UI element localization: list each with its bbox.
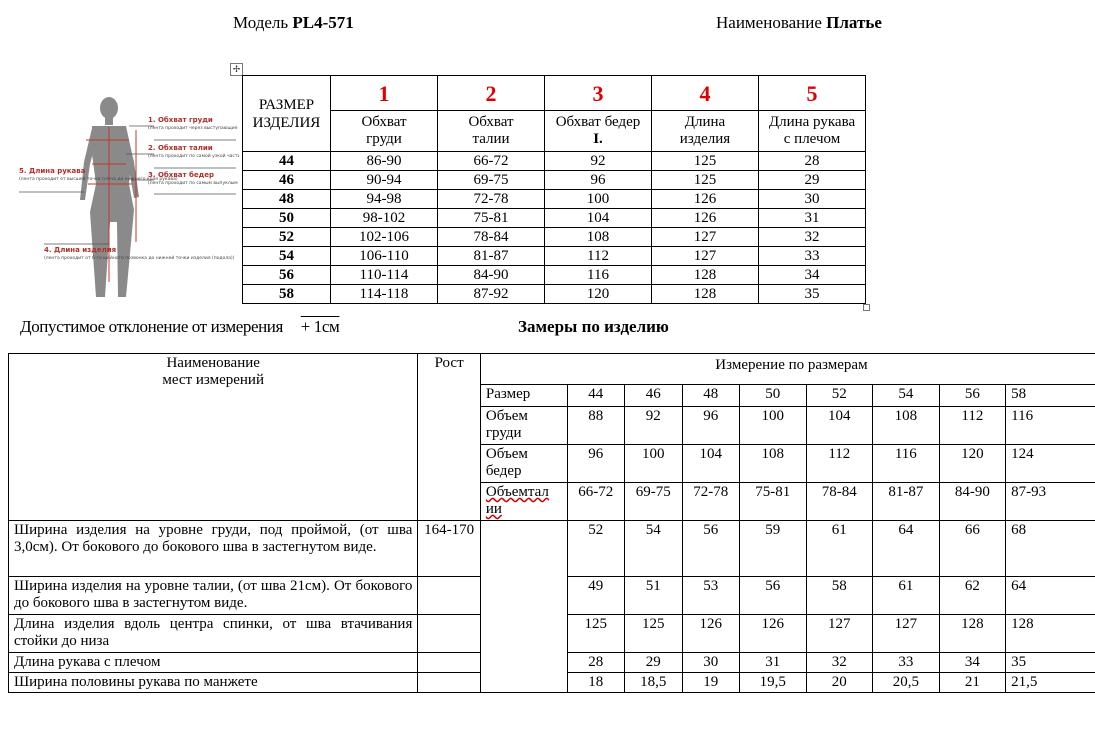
table-row: 48 94-98 72-78 100 126 30 <box>243 190 866 209</box>
svg-text:4. Длина изделия: 4. Длина изделия <box>44 246 117 254</box>
table-row: 58 114-118 87-92 120 128 35 <box>243 285 866 304</box>
height-header: Рост <box>418 354 481 521</box>
table-row: Длина изделия вдоль центра спинки, от шва втачивания стойки до низа 125 125 126 126 127 127 128 128 <box>9 615 1095 653</box>
table-row: 52 102-106 78-84 108 127 32 <box>243 228 866 247</box>
svg-text:3. Обхват бедер: 3. Обхват бедер <box>148 171 215 179</box>
column-number: 2 <box>438 76 545 111</box>
measurement-name-header: Наименование мест измерений <box>9 354 418 521</box>
svg-text:(лента проходит по самой узкой: (лента проходит по самой узкой части <box>148 154 239 159</box>
column-header: Обхват бедер I. <box>545 111 652 152</box>
table-row: 46 90-94 69-75 96 125 29 <box>243 171 866 190</box>
table-row: Объем груди 88 92 96 100 104 108 112 116 <box>9 407 1095 445</box>
body-measurement-figure <box>14 92 239 302</box>
column-header: Обхват талии <box>438 111 545 152</box>
svg-text:2. Обхват талии: 2. Обхват талии <box>148 144 213 152</box>
column-number: 3 <box>545 76 652 111</box>
table-row: Ширина изделия на уровне талии, (от шва 21см). От бокового до бокового шва в застегнутом виде. 49 51 53 56 58 61 62 64 <box>9 577 1095 615</box>
size-corner-header: РАЗМЕР ИЗДЕЛИЯ <box>243 76 331 152</box>
tolerance-value: + 1см <box>300 317 340 336</box>
tolerance-note: Допустимое отклонение от измерения + 1см <box>20 317 340 336</box>
section-subtitle: Замеры по изделию <box>518 317 669 336</box>
model-code: PL4-571 <box>292 13 354 32</box>
svg-text:(лента проходит по самым выпук: (лента проходит по самым выпуклым <box>148 181 238 186</box>
table-row: 50 98-102 75-81 104 126 31 <box>243 209 866 228</box>
column-header: Длина рукава с плечом <box>759 111 866 152</box>
table-row: 56 110-114 84-90 116 128 34 <box>243 266 866 285</box>
silhouette-illustration <box>14 92 239 302</box>
sizes-header: Измерение по размерам <box>480 354 1095 385</box>
table-row: 44 86-90 66-72 92 125 28 <box>243 152 866 171</box>
column-number: 4 <box>652 76 759 111</box>
svg-text:5. Длина рукава: 5. Длина рукава <box>19 167 86 175</box>
model-heading: Модель PL4-571 <box>233 13 354 32</box>
svg-text:(лента проходит от 6-го шейног: (лента проходит от 6-го шейного позвонка до нижней точки изделия (подола)) <box>44 256 235 261</box>
column-header: Обхват груди <box>331 111 438 152</box>
move-cross-icon[interactable]: ✢ <box>230 63 243 76</box>
resize-handle-icon[interactable] <box>863 304 870 311</box>
size-chart-table <box>242 75 866 304</box>
product-name-heading: Наименование Платье <box>716 13 882 32</box>
table-row: Ширина изделия на уровне груди, под проймой, (от шва 3,0см). От бокового до бокового шва в застегнутом виде. 164-170 52 54 56 59 61 64 66 68 <box>9 521 1095 577</box>
svg-text:(лента проходит от высшей точк: (лента проходит от высшей точки плеча до нижнего края рукава) <box>19 177 178 182</box>
table-row: Объемтал ии 66-72 69-75 72-78 75-81 78-84 81-87 84-90 87-93 <box>9 483 1095 521</box>
table-row: 54 106-110 81-87 112 127 33 <box>243 247 866 266</box>
height-value: 164-170 <box>418 521 481 577</box>
measurements-table <box>8 353 1095 693</box>
column-number: 1 <box>331 76 438 111</box>
svg-text:(лента проходит через выступаю: (лента проходит через выступающие <box>148 126 238 131</box>
svg-text:1. Обхват груди: 1. Обхват груди <box>148 116 213 124</box>
table-row: Размер 44 46 48 50 52 54 56 58 <box>9 385 1095 407</box>
column-header: Длина изделия <box>652 111 759 152</box>
column-number: 5 <box>759 76 866 111</box>
table-row: Объем бедер 96 100 104 108 112 116 120 124 <box>9 445 1095 483</box>
table-row: Длина рукава с плечом 28 29 30 31 32 33 34 35 <box>9 653 1095 673</box>
product-name: Платье <box>826 13 882 32</box>
table-row: Ширина половины рукава по манжете 18 18,5 19 19,5 20 20,5 21 21,5 <box>9 673 1095 693</box>
